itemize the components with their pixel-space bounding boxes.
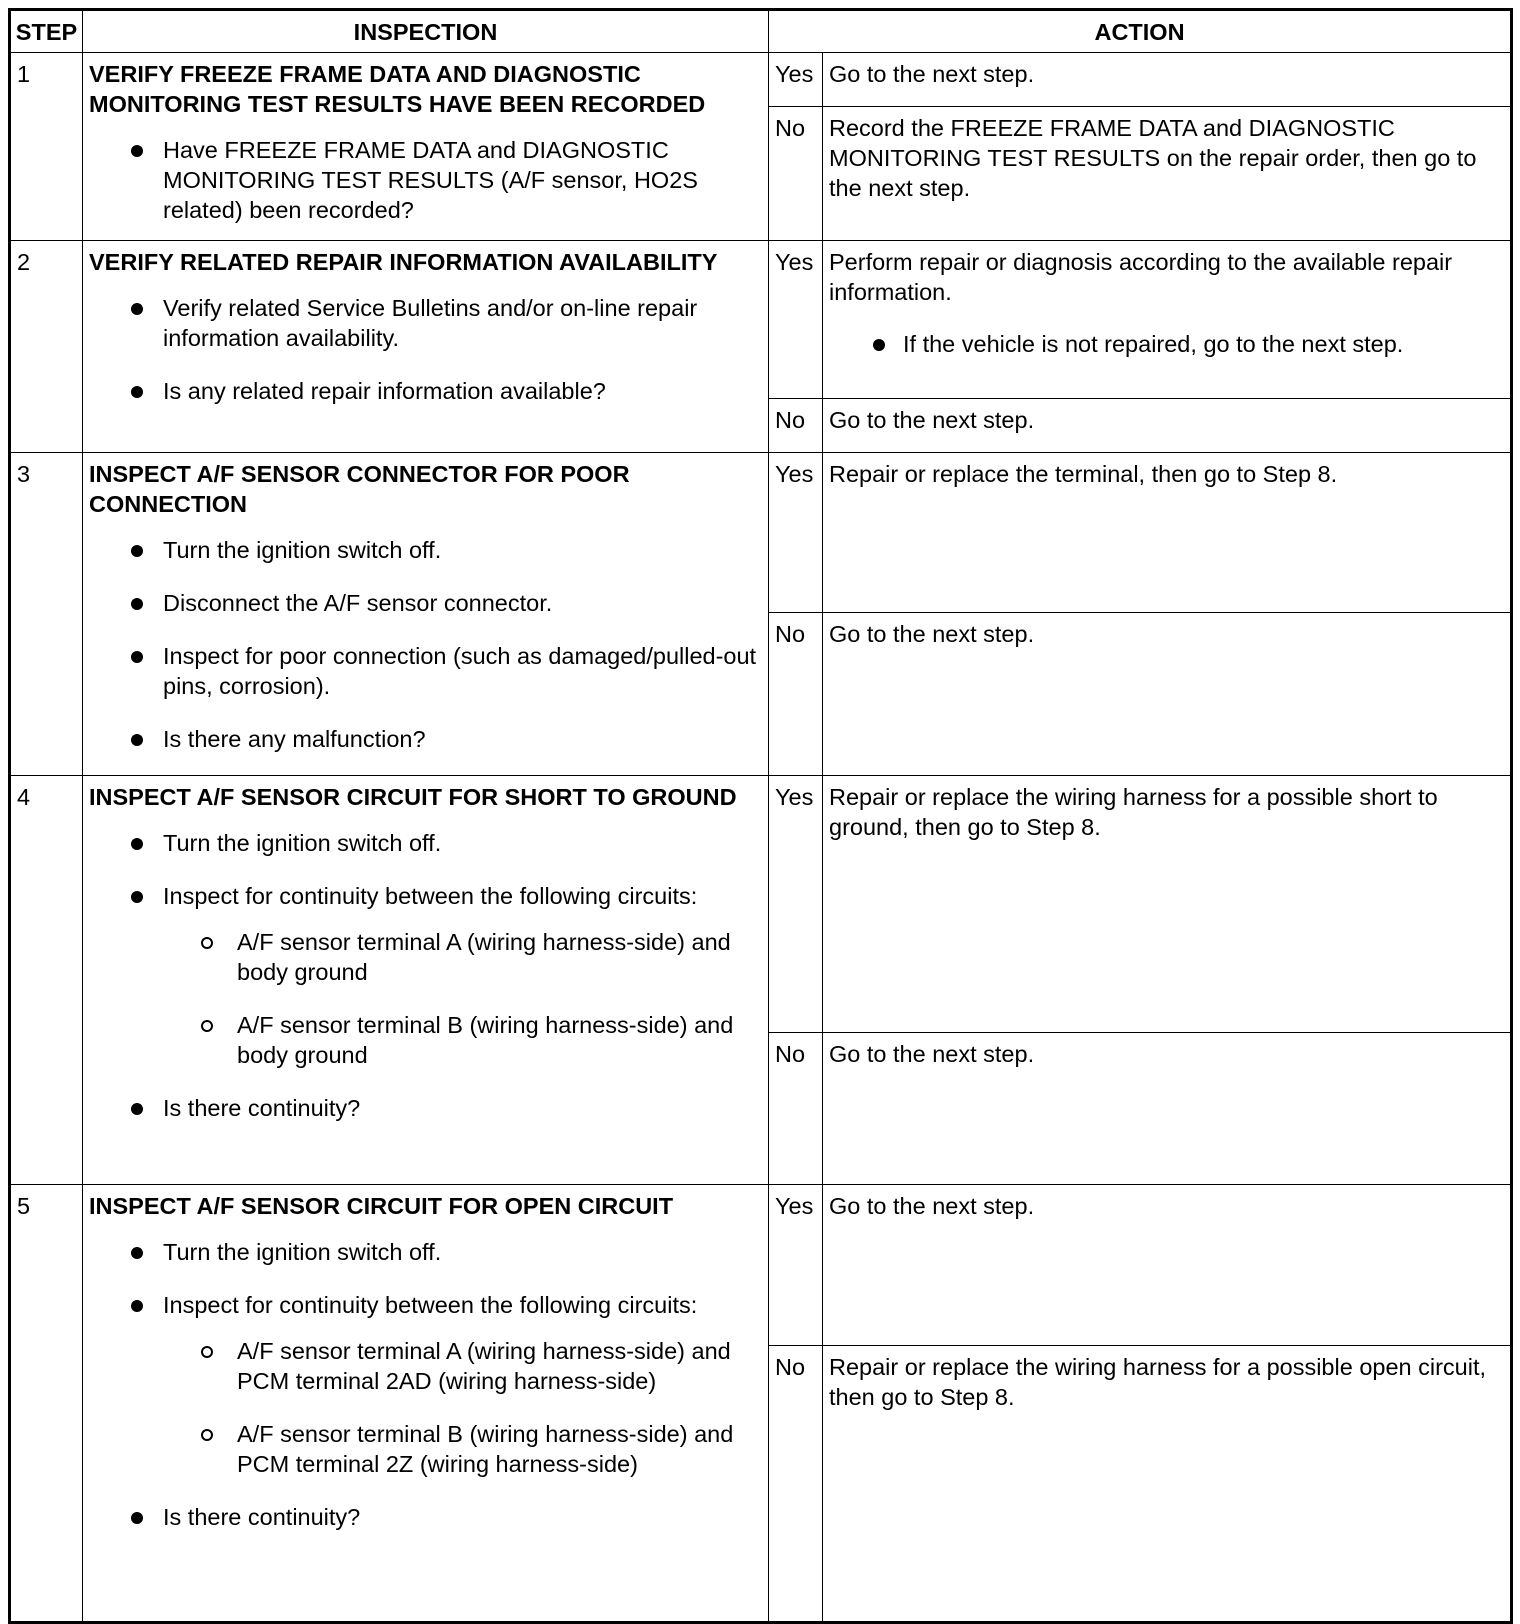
- circuit-sub-item: A/F sensor terminal B (wiring harness-side) and PCM terminal 2Z (wiring harness-side): [197, 1419, 762, 1479]
- inspection-item: Is there any malfunction?: [125, 724, 762, 754]
- step-number: 4: [10, 776, 83, 1185]
- step-number: 2: [10, 241, 83, 453]
- no-label: No: [769, 1346, 823, 1623]
- step-title: INSPECT A/F SENSOR CIRCUIT FOR OPEN CIRCUIT: [89, 1193, 674, 1219]
- bullet-icon: [131, 1300, 143, 1312]
- step-number: 1: [10, 53, 83, 241]
- circle-bullet-icon: [201, 1346, 213, 1358]
- bullet-icon: [131, 1247, 143, 1259]
- yes-action: Go to the next step.: [823, 1185, 1512, 1346]
- inspection-column-header: INSPECTION: [83, 10, 769, 53]
- inspection-item: Turn the ignition switch off.: [125, 828, 762, 858]
- circuit-sub-item: A/F sensor terminal B (wiring harness-side) and body ground: [197, 1010, 762, 1070]
- inspection-item: Is any related repair information available?: [125, 376, 762, 406]
- bullet-icon: [873, 339, 885, 351]
- bullet-icon: [131, 1103, 143, 1115]
- yes-label: Yes: [769, 453, 823, 613]
- step-title: VERIFY RELATED REPAIR INFORMATION AVAILABILITY: [89, 249, 718, 275]
- inspection-item: Turn the ignition switch off.: [125, 535, 762, 565]
- step-inspection: [83, 453, 769, 776]
- table-header-row: [10, 10, 1512, 53]
- step-3-yes-row: [10, 453, 1512, 613]
- inspection-item: Inspect for continuity between the following circuits: A/F sensor terminal A (wiring harness-side) and body ground A/F sensor terminal B (wiring harness-side) and body ground: [125, 881, 762, 1070]
- bullet-icon: [131, 145, 143, 157]
- step-number: 5: [10, 1185, 83, 1623]
- step-title: INSPECT A/F SENSOR CONNECTOR FOR POOR CONNECTION: [89, 461, 630, 517]
- inspection-item: Inspect for poor connection (such as damaged/pulled-out pins, corrosion).: [125, 641, 762, 701]
- no-action: Record the FREEZE FRAME DATA and DIAGNOSTIC MONITORING TEST RESULTS on the repair order, then go to the next step.: [823, 107, 1512, 241]
- bullet-icon: [131, 838, 143, 850]
- no-action: Go to the next step.: [823, 399, 1512, 453]
- yes-label: Yes: [769, 53, 823, 107]
- no-action: Go to the next step.: [823, 1033, 1512, 1185]
- inspection-item: Is there continuity?: [125, 1093, 762, 1123]
- circle-bullet-icon: [201, 937, 213, 949]
- bullet-icon: [131, 1512, 143, 1524]
- step-inspection: [83, 1185, 769, 1623]
- inspection-item: Verify related Service Bulletins and/or on-line repair information availability.: [125, 293, 762, 353]
- action-sub-item: If the vehicle is not repaired, go to the next step.: [829, 329, 1504, 359]
- no-label: No: [769, 399, 823, 453]
- inspection-list: [89, 135, 762, 225]
- yes-action: Perform repair or diagnosis according to the available repair information. If the vehicle is not repaired, go to the next step.: [823, 241, 1512, 399]
- step-1-yes-row: [10, 53, 1512, 107]
- step-inspection: [83, 776, 769, 1185]
- inspection-list: [89, 535, 762, 754]
- circle-bullet-icon: [201, 1429, 213, 1441]
- step-2-yes-row: [10, 241, 1512, 399]
- bullet-icon: [131, 598, 143, 610]
- bullet-icon: [131, 891, 143, 903]
- inspection-list: [89, 293, 762, 406]
- step-inspection: [83, 53, 769, 241]
- step-title: VERIFY FREEZE FRAME DATA AND DIAGNOSTIC MONITORING TEST RESULTS HAVE BEEN RECORDED: [89, 61, 706, 117]
- bullet-icon: [131, 386, 143, 398]
- inspection-item: Turn the ignition switch off.: [125, 1237, 762, 1267]
- step-number: 3: [10, 453, 83, 776]
- circuit-sub-list: [163, 1336, 762, 1479]
- bullet-icon: [131, 734, 143, 746]
- circuit-sub-list: [163, 927, 762, 1070]
- step-inspection: [83, 241, 769, 453]
- diagnostic-procedure-table: [8, 8, 1513, 1624]
- no-label: No: [769, 613, 823, 776]
- yes-label: Yes: [769, 241, 823, 399]
- yes-action: Go to the next step.: [823, 53, 1512, 107]
- no-action: Go to the next step.: [823, 613, 1512, 776]
- step-5-yes-row: [10, 1185, 1512, 1346]
- circle-bullet-icon: [201, 1020, 213, 1032]
- circuit-sub-item: A/F sensor terminal A (wiring harness-side) and body ground: [197, 927, 762, 987]
- inspection-item: Is there continuity?: [125, 1502, 762, 1532]
- inspection-item: Disconnect the A/F sensor connector.: [125, 588, 762, 618]
- inspection-list: [89, 1237, 762, 1532]
- inspection-item: Inspect for continuity between the following circuits: A/F sensor terminal A (wiring harness-side) and PCM terminal 2AD (wiring harness-side) A/F sensor terminal B (wiring harness-side) and PCM terminal 2Z (wiring harness-side): [125, 1290, 762, 1479]
- yes-action: Repair or replace the wiring harness for a possible short to ground, then go to Step 8.: [823, 776, 1512, 1033]
- no-action: Repair or replace the wiring harness for a possible open circuit, then go to Step 8.: [823, 1346, 1512, 1623]
- bullet-icon: [131, 303, 143, 315]
- bullet-icon: [131, 545, 143, 557]
- yes-label: Yes: [769, 1185, 823, 1346]
- step-column-header: STEP: [10, 10, 83, 53]
- inspection-list: [89, 828, 762, 1123]
- yes-action: Repair or replace the terminal, then go to Step 8.: [823, 453, 1512, 613]
- step-title: INSPECT A/F SENSOR CIRCUIT FOR SHORT TO GROUND: [89, 784, 737, 810]
- no-label: No: [769, 107, 823, 241]
- action-column-header: ACTION: [769, 10, 1512, 53]
- step-4-yes-row: [10, 776, 1512, 1033]
- bullet-icon: [131, 651, 143, 663]
- no-label: No: [769, 1033, 823, 1185]
- inspection-item: Have FREEZE FRAME DATA and DIAGNOSTIC MONITORING TEST RESULTS (A/F sensor, HO2S related) been recorded?: [125, 135, 762, 225]
- circuit-sub-item: A/F sensor terminal A (wiring harness-side) and PCM terminal 2AD (wiring harness-side): [197, 1336, 762, 1396]
- yes-label: Yes: [769, 776, 823, 1033]
